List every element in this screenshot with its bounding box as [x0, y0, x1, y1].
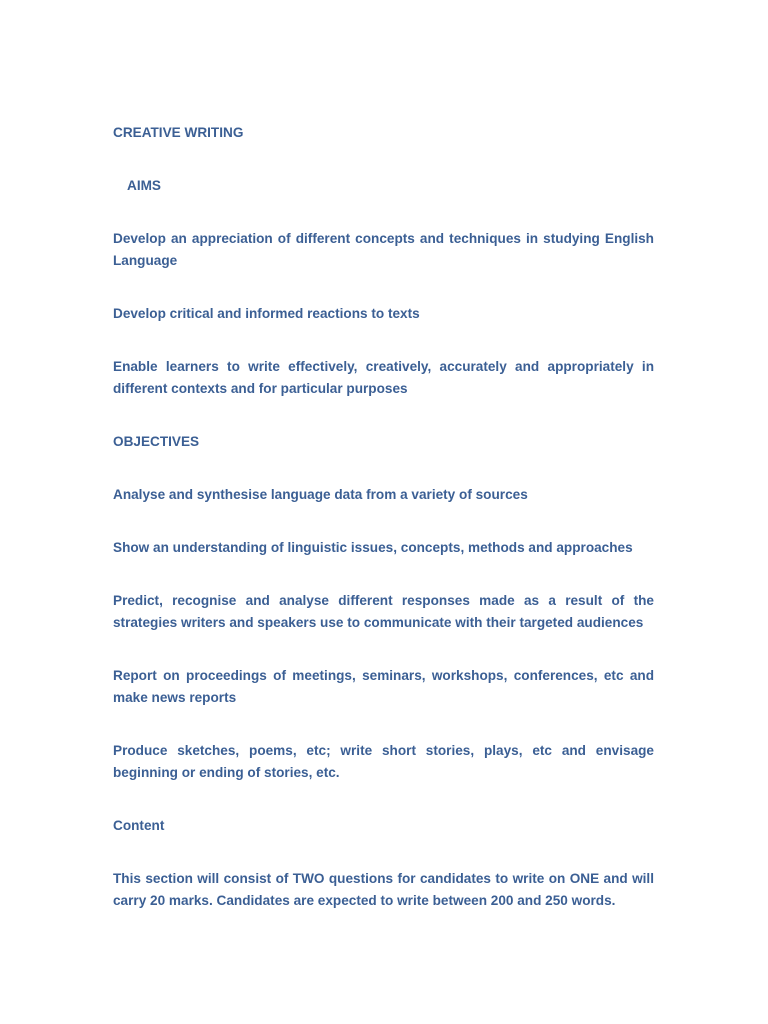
content-text: This section will consist of TWO questions for candidates to write on ONE and will carry 20 marks. Candidates are expected to write between 200 and 250 words. [113, 871, 654, 908]
aim-item: Enable learners to write effectively, creatively, accurately and appropriately in different contexts and for particular purposes [113, 359, 654, 396]
objective-item: Analyse and synthesise language data from a variety of sources [113, 487, 528, 502]
content-heading: Content [113, 818, 165, 833]
objective-item: Show an understanding of linguistic issues, concepts, methods and approaches [113, 540, 633, 555]
aim-item: Develop critical and informed reactions to texts [113, 306, 420, 321]
aim-item: Develop an appreciation of different concepts and techniques in studying English Language [113, 231, 654, 268]
objective-item: Produce sketches, poems, etc; write short stories, plays, etc and envisage beginning or ending of stories, etc. [113, 743, 654, 780]
document-body [113, 122, 654, 943]
aims-heading: AIMS [127, 178, 161, 193]
objective-item: Predict, recognise and analyse different responses made as a result of the strategies writers and speakers use to communicate with their targeted audiences [113, 593, 654, 630]
document-title: CREATIVE WRITING [113, 125, 244, 140]
objectives-heading: OBJECTIVES [113, 434, 200, 449]
objective-item: Report on proceedings of meetings, seminars, workshops, conferences, etc and make news reports [113, 668, 654, 705]
